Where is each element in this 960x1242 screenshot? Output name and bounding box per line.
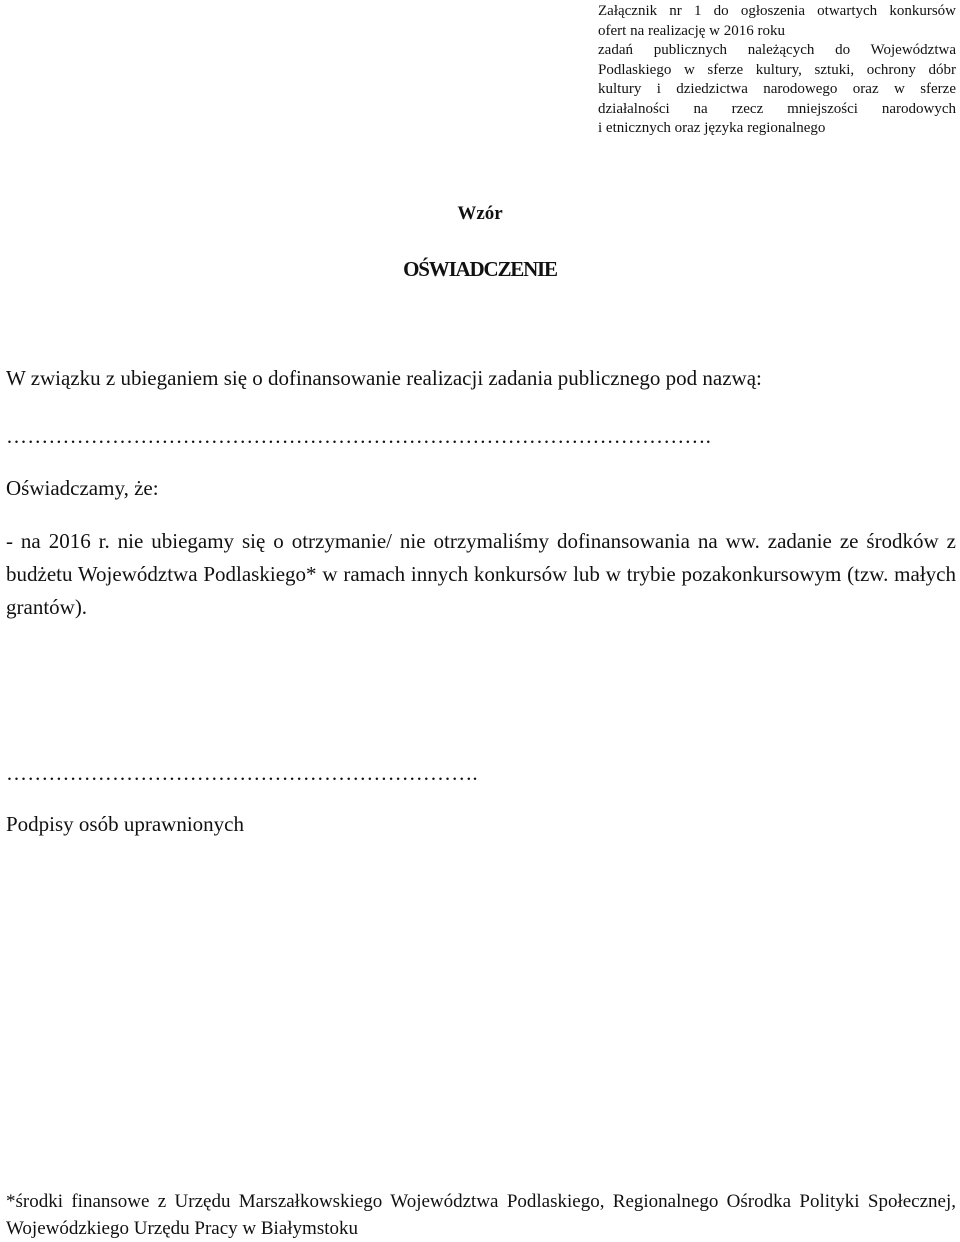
intro-text: W związku z ubieganiem się o dofinansowanie realizacji zadania publicznego pod nazwą:	[6, 366, 762, 390]
attachment-header-note	[598, 2, 956, 139]
header-note-line: Załącznik nr 1 do ogłoszenia otwartych konkursów	[598, 3, 956, 19]
declaration-heading: Oświadczamy, że:	[6, 476, 159, 500]
task-name-placeholder: ……………………………………………………………………………………….	[6, 424, 712, 448]
header-note-line: zadań publicznych należących do Województwa	[598, 42, 956, 58]
document-title: OŚWIADCZENIE	[403, 257, 557, 281]
header-note-line: kultury i dziedzictwa narodowego oraz w sferze	[598, 81, 956, 97]
declaration-statement: - na 2016 r. nie ubiegamy się o otrzymanie/ nie otrzymaliśmy dofinansowania na ww. zadanie ze środków z budżetu Województwa Podlaskiego* w ramach innych konkursów lub w trybie pozakonkursowym (tzw. małych grantów).	[6, 529, 956, 619]
footnote: *środki finansowe z Urzędu Marszałkowskiego Województwa Podlaskiego, Regionalnego Ośrodka Polityki Społecznej, Wojewódzkiego Urzędu Pracy w Białymstoku	[6, 1191, 956, 1239]
template-label: Wzór	[457, 203, 503, 224]
header-note-line: ofert na realizację w 2016 roku	[598, 22, 785, 39]
header-note-line: i etnicznych oraz języka regionalnego	[598, 120, 826, 136]
header-note-line: działalności na rzecz mniejszości narodowych	[598, 100, 956, 117]
signature-label: Podpisy osób uprawnionych	[6, 812, 244, 836]
header-note-line: Podlaskiego w sferze kultury, sztuki, ochrony dóbr	[598, 61, 956, 78]
signature-placeholder: ………………………………………………………….	[6, 761, 478, 785]
